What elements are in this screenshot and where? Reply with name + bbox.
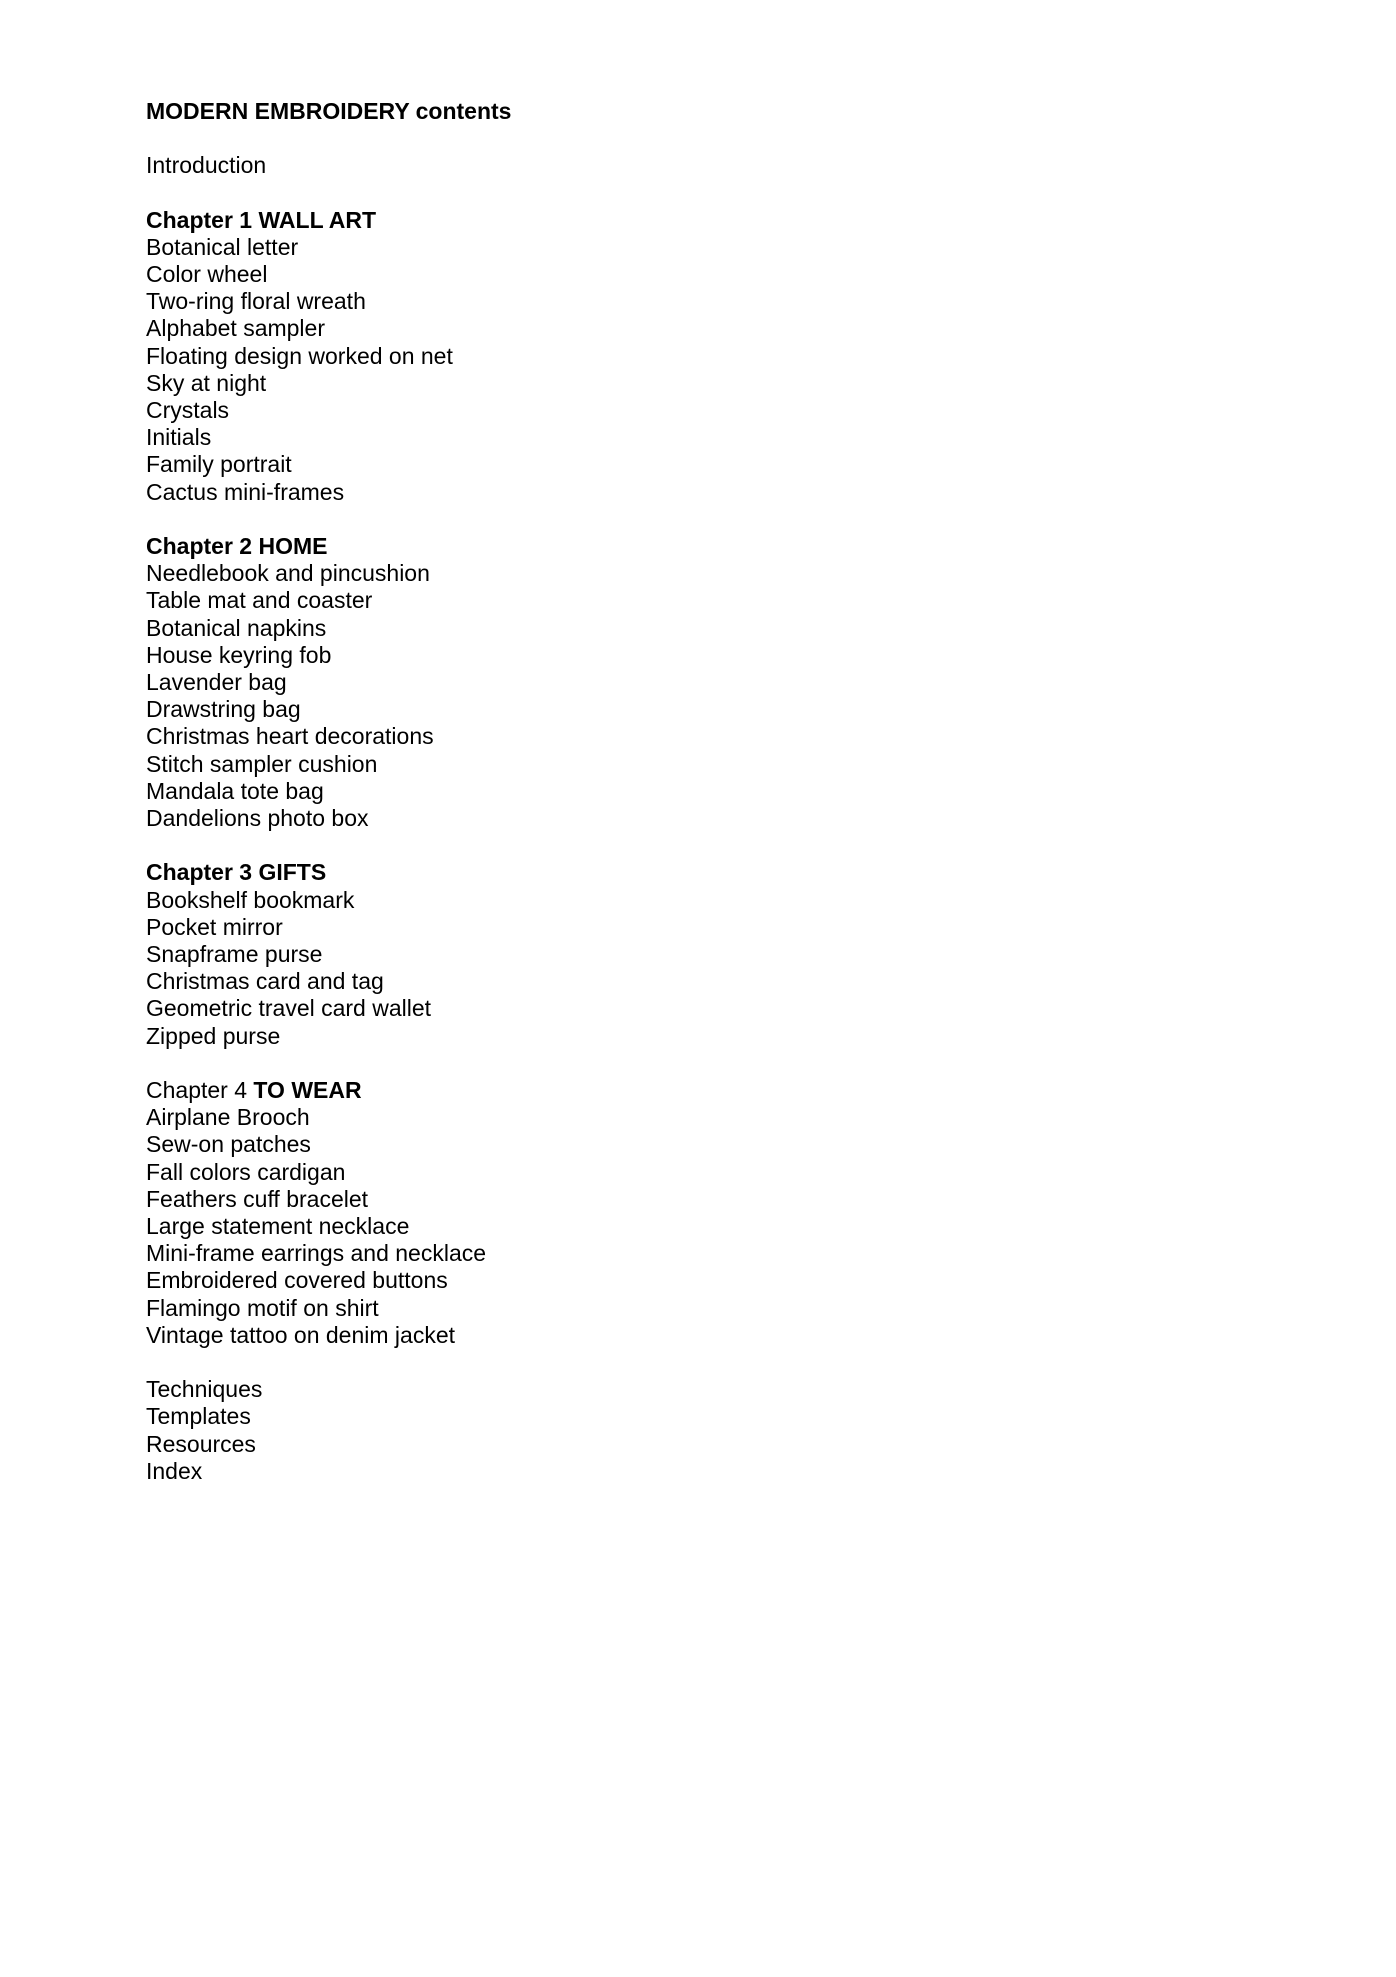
introduction-entry: Introduction xyxy=(146,152,267,179)
chapter-2-heading: Chapter 2 HOME xyxy=(146,533,328,560)
chapter-item: Sky at night xyxy=(146,369,267,396)
chapter-2-section xyxy=(146,533,1296,832)
chapter-item: Embroidered covered buttons xyxy=(146,1267,448,1294)
chapter-item: House keyring fob xyxy=(146,641,332,668)
back-matter-item: Templates xyxy=(146,1403,251,1430)
chapter-item: Airplane Brooch xyxy=(146,1104,310,1131)
chapter-item: Table mat and coaster xyxy=(146,587,373,614)
chapter-3-heading: Chapter 3 GIFTS xyxy=(146,859,327,886)
chapter-item: Drawstring bag xyxy=(146,696,301,723)
chapter-item: Pocket mirror xyxy=(146,913,283,940)
chapter-item: Botanical napkins xyxy=(146,614,327,641)
chapter-1-heading: Chapter 1 WALL ART xyxy=(146,206,377,233)
back-matter-item: Index xyxy=(146,1457,203,1484)
chapter-item: Christmas heart decorations xyxy=(146,723,434,750)
contents-page xyxy=(146,98,1296,1512)
introduction-section xyxy=(146,152,1296,179)
chapter-3-section xyxy=(146,859,1296,1049)
chapter-item: Flamingo motif on shirt xyxy=(146,1294,379,1321)
back-matter-item: Resources xyxy=(146,1430,256,1457)
back-matter-section xyxy=(146,1376,1296,1485)
chapter-item: Zipped purse xyxy=(146,1022,281,1049)
chapter-item: Floating design worked on net xyxy=(146,342,453,369)
chapter-item: Cactus mini-frames xyxy=(146,478,345,505)
chapter-item: Vintage tattoo on denim jacket xyxy=(146,1321,456,1348)
chapter-item: Mini-frame earrings and necklace xyxy=(146,1240,487,1267)
chapter-item: Snapframe purse xyxy=(146,941,323,968)
chapter-item: Bookshelf bookmark xyxy=(146,886,355,913)
chapter-item: Large statement necklace xyxy=(146,1213,410,1240)
chapter-item: Crystals xyxy=(146,397,230,424)
chapter-item: Color wheel xyxy=(146,261,268,287)
chapter-item: Family portrait xyxy=(146,451,292,478)
chapter-item: Christmas card and tag xyxy=(146,968,384,995)
chapter-item: Alphabet sampler xyxy=(146,315,325,342)
chapter-4-heading-title: TO WEAR xyxy=(253,1077,362,1104)
chapter-item: Sew-on patches xyxy=(146,1131,311,1158)
chapter-item: Geometric travel card wallet xyxy=(146,995,432,1022)
chapter-item: Mandala tote bag xyxy=(146,777,324,804)
chapter-4-heading-prefix: Chapter 4 xyxy=(146,1077,254,1104)
chapter-item: Needlebook and pincushion xyxy=(146,560,430,587)
document-title: MODERN EMBROIDERY contents xyxy=(146,98,512,124)
chapter-4-section xyxy=(146,1077,1296,1349)
chapter-item: Two-ring floral wreath xyxy=(146,288,366,315)
chapter-item: Botanical letter xyxy=(146,233,299,260)
chapter-1-section xyxy=(146,207,1296,506)
chapter-item: Dandelions photo box xyxy=(146,805,369,832)
chapter-item: Lavender bag xyxy=(146,669,287,696)
chapter-4-heading xyxy=(146,1077,1296,1104)
chapter-item: Initials xyxy=(146,424,212,451)
chapter-item: Fall colors cardigan xyxy=(146,1158,346,1185)
chapter-item: Feathers cuff bracelet xyxy=(146,1185,369,1212)
back-matter-item: Techniques xyxy=(146,1376,263,1403)
chapter-item: Stitch sampler cushion xyxy=(146,750,378,777)
